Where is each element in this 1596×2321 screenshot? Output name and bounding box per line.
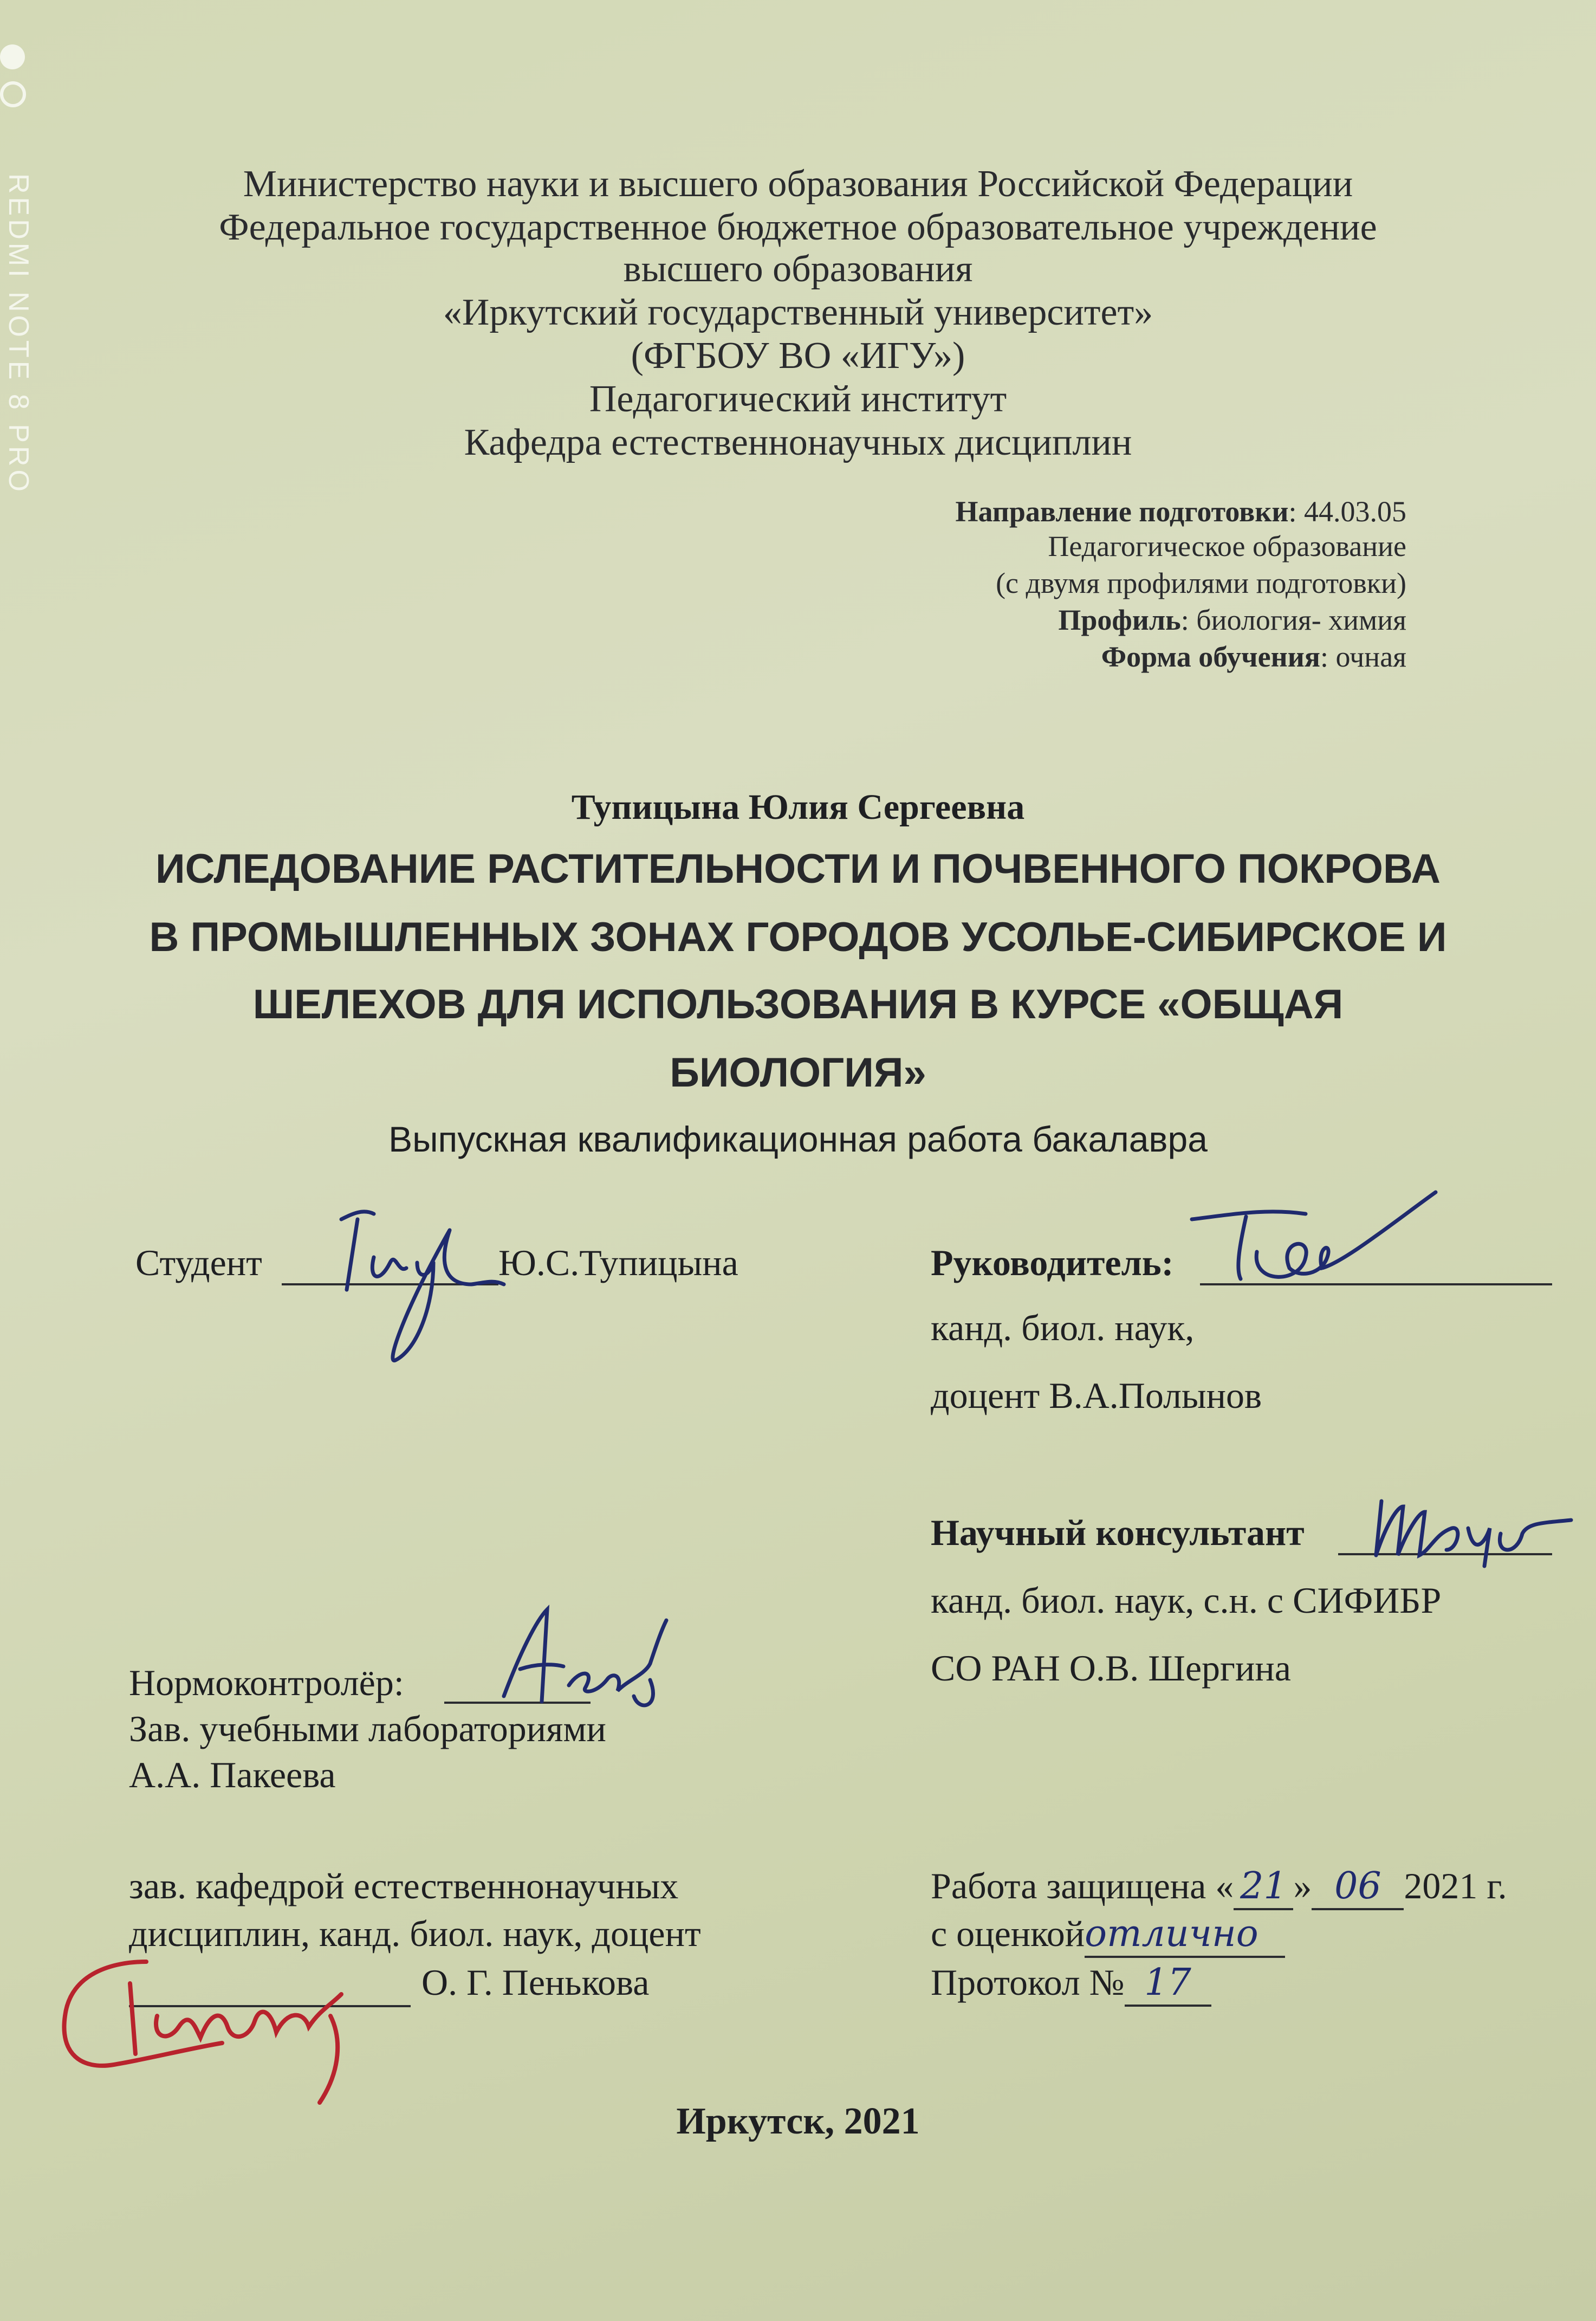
title-line-1: ИСЛЕДОВАНИЕ РАСТИТЕЛЬНОСТИ И ПОЧВЕННОГО ПОКРОВА <box>155 846 1441 892</box>
normcontrol-name: А.А. Пакеева <box>129 1754 336 1795</box>
work-type: Выпускная квалификационная работа бакалавра <box>388 1119 1208 1159</box>
department-line: Кафедра естественнонаучных дисциплин <box>464 422 1132 463</box>
student-signature <box>309 1198 515 1371</box>
defense-row <box>931 1864 1507 1910</box>
grade-label: с оценкой <box>931 1913 1085 1954</box>
grade-value: отлично <box>1085 1912 1285 1958</box>
direction-code: : 44.03.05 <box>1288 495 1406 528</box>
profile-row <box>1058 603 1406 637</box>
study-form-row <box>1101 639 1406 674</box>
consultant-organization: СО РАН О.В. Шергина <box>931 1647 1291 1689</box>
defense-mid: » <box>1293 1865 1312 1906</box>
supervisor-signature <box>1181 1176 1452 1295</box>
supervisor-label: Руководитель: <box>931 1242 1174 1283</box>
defense-year: 2021 г. <box>1404 1865 1507 1906</box>
supervisor-position: доцент В.А.Полынов <box>931 1375 1262 1416</box>
defense-prefix: Работа защищена « <box>931 1865 1234 1906</box>
head-name: О. Г. Пенькова <box>421 1962 650 2003</box>
city-year: Иркутск, 2021 <box>676 2100 920 2142</box>
defense-day: 21 <box>1234 1865 1293 1910</box>
protocol-number: 17 <box>1125 1961 1211 2007</box>
university-abbr-line: (ФГБОУ ВО «ИГУ») <box>631 335 965 377</box>
watermark-dot-icon <box>0 44 25 69</box>
consultant-label: Научный консультант <box>931 1512 1305 1553</box>
university-name-line: «Иркутский государственный университет» <box>443 292 1153 333</box>
protocol-row <box>931 1961 1211 2007</box>
direction-note: (с двумя профилями подготовки) <box>996 567 1406 599</box>
watermark-ring-icon <box>0 81 26 107</box>
consultant-degree: канд. биол. наук, с.н. с СИФИБР <box>931 1580 1442 1621</box>
student-label: Студент <box>135 1242 262 1283</box>
normcontrol-signature <box>488 1599 683 1718</box>
title-line-3: ШЕЛЕХОВ ДЛЯ ИСПОЛЬЗОВАНИЯ В КУРСЕ «ОБЩАЯ <box>252 981 1344 1027</box>
study-form-value: : очная <box>1320 641 1406 673</box>
head-position-line-1: зав. кафедрой естественнонаучных <box>129 1865 679 1906</box>
consultant-signature <box>1365 1474 1582 1572</box>
camera-watermark: REDMI NOTE 8 PRO <box>3 173 34 495</box>
supervisor-degree: канд. биол. наук, <box>931 1307 1195 1348</box>
grade-row <box>931 1912 1285 1958</box>
direction-name: Педагогическое образование <box>1048 530 1406 563</box>
direction-label: Направление подготовки <box>955 495 1289 528</box>
institute-line: Педагогический институт <box>589 378 1007 420</box>
student-name: Ю.С.Тупицына <box>498 1242 738 1283</box>
title-line-4: БИОЛОГИЯ» <box>670 1050 926 1096</box>
title-line-2: В ПРОМЫШЛЕННЫХ ЗОНАХ ГОРОДОВ УСОЛЬЕ-СИБИРСКОЕ И <box>149 914 1447 960</box>
profile-value: : биология- химия <box>1180 604 1406 636</box>
study-form-label: Форма обучения <box>1101 641 1321 673</box>
head-position-line-2: дисциплин, канд. биол. наук, доцент <box>129 1913 701 1954</box>
education-level-line: высшего образования <box>623 248 973 290</box>
normcontrol-label: Нормоконтролёр: <box>129 1662 404 1703</box>
head-signature <box>49 1929 374 2108</box>
direction-row <box>955 494 1406 529</box>
author-name: Тупицына Юлия Сергеевна <box>571 787 1025 827</box>
defense-month: 06 <box>1312 1865 1404 1910</box>
profile-label: Профиль <box>1058 604 1181 636</box>
ministry-line: Министерство науки и высшего образования Российской Федерации <box>243 163 1353 205</box>
normcontrol-position: Зав. учебными лабораториями <box>129 1708 606 1749</box>
protocol-label: Протокол № <box>931 1962 1125 2003</box>
institution-type-line: Федеральное государственное бюджетное образовательное учреждение <box>219 206 1377 248</box>
